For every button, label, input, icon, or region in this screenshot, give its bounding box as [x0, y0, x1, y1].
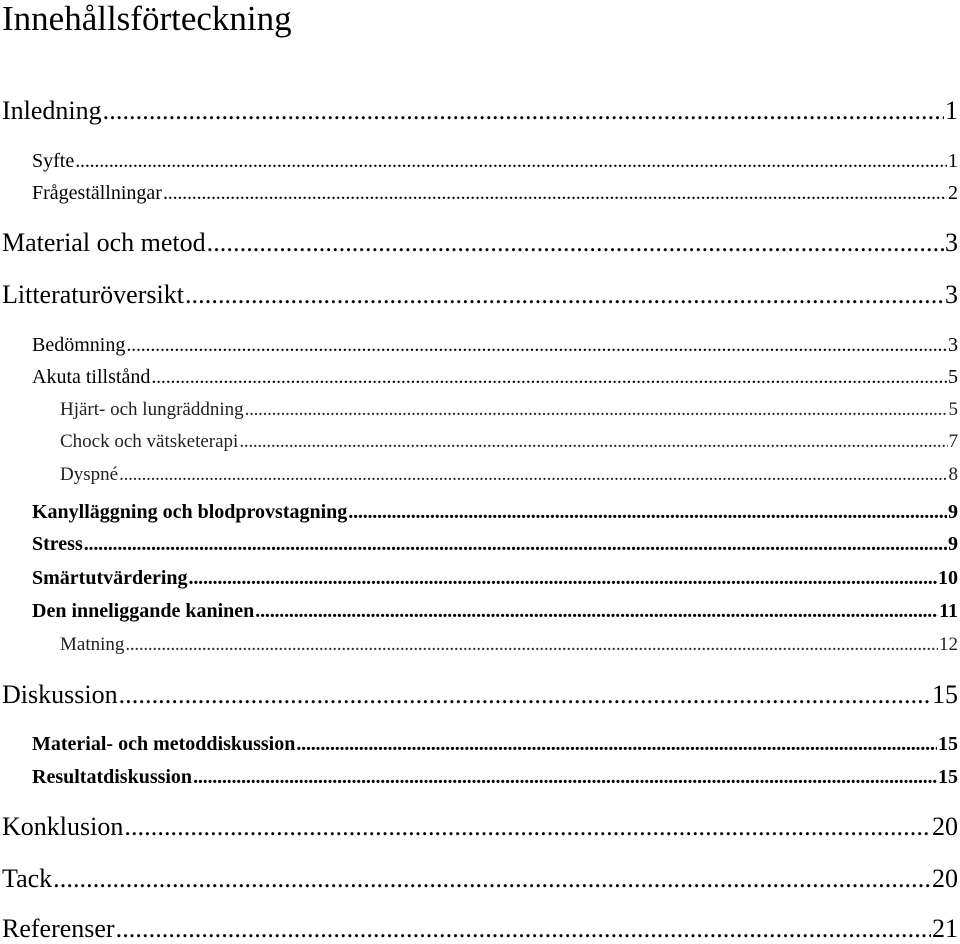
toc-entry-label: Bedömning — [32, 334, 126, 356]
toc-entry-label: Smärtutvärdering — [32, 567, 188, 589]
toc-entry-page: 20 — [932, 864, 958, 893]
toc-entry-page: 15 — [938, 733, 958, 755]
toc-entry-label: Material- och metoddiskussion — [32, 733, 296, 755]
toc-entry-page: 5 — [948, 399, 958, 420]
toc-entry-inledning[interactable] — [2, 96, 958, 126]
dot-leader — [296, 733, 937, 756]
dot-leader — [126, 334, 947, 357]
toc-entry-chock-och-vatsketerapi[interactable] — [60, 431, 958, 453]
toc-entry-page: 9 — [948, 501, 958, 523]
toc-entry-syfte[interactable] — [32, 150, 958, 173]
dot-leader — [163, 182, 947, 205]
toc-entry-page: 11 — [939, 600, 958, 622]
toc-entry-label: Kanylläggning och blodprovstagning — [32, 501, 348, 523]
toc-entry-litteraturoversikt[interactable] — [2, 280, 958, 310]
toc-entry-page: 15 — [932, 680, 958, 709]
toc-entry-diskussion[interactable] — [2, 680, 958, 710]
toc-entry-tack[interactable] — [2, 864, 958, 894]
toc-entry-label: Dyspné — [60, 464, 119, 485]
toc-entry-hjart-och-lungraddning[interactable] — [60, 399, 958, 421]
toc-title: Innehållsförteckning — [2, 0, 292, 38]
dot-leader — [151, 366, 947, 389]
toc-entry-page: 21 — [932, 914, 958, 943]
toc-entry-referenser[interactable] — [2, 914, 958, 944]
toc-entry-page: 7 — [948, 431, 958, 452]
toc-entry-label: Inledning — [2, 96, 102, 125]
dot-leader — [193, 766, 937, 789]
toc-entry-label: Diskussion — [2, 680, 118, 709]
toc-entry-label: Konklusion — [2, 812, 124, 841]
toc-entry-stress[interactable] — [32, 533, 958, 556]
dot-leader — [185, 280, 944, 310]
dot-leader — [84, 533, 947, 556]
toc-entry-page: 1 — [948, 150, 958, 172]
toc-entry-material-och-metod[interactable] — [2, 228, 958, 258]
toc-entry-resultatdiskussion[interactable] — [32, 766, 958, 789]
dot-leader — [119, 464, 947, 486]
toc-entry-konklusion[interactable] — [2, 812, 958, 842]
toc-entry-label: Den inneliggande kaninen — [32, 600, 255, 622]
toc-entry-bedomning[interactable] — [32, 334, 958, 357]
toc-entry-page: 3 — [948, 334, 958, 356]
toc-entry-label: Tack — [2, 864, 53, 893]
toc-entry-matning[interactable] — [60, 634, 958, 656]
toc-entry-label: Akuta tillstånd — [32, 366, 151, 388]
toc-entry-label: Stress — [32, 533, 83, 555]
toc-entry-page: 2 — [948, 182, 958, 204]
toc-entry-akuta-tillstand[interactable] — [32, 366, 958, 389]
dot-leader — [255, 600, 938, 623]
toc-entry-label: Matning — [60, 634, 125, 655]
dot-leader — [75, 150, 947, 173]
dot-leader — [103, 96, 944, 126]
toc-entry-page: 12 — [939, 634, 958, 655]
toc-entry-label: Material och metod — [2, 228, 206, 257]
toc-entry-label: Litteraturöversikt — [2, 280, 184, 309]
toc-entry-page: 3 — [945, 280, 958, 309]
toc-entry-label: Frågeställningar — [32, 182, 162, 204]
toc-entry-label: Resultatdiskussion — [32, 766, 193, 788]
toc-entry-page: 9 — [948, 533, 958, 555]
toc-entry-page: 15 — [938, 766, 958, 788]
toc-entry-den-inneliggande-kaninen[interactable] — [32, 600, 958, 623]
dot-leader — [53, 864, 931, 894]
toc-entry-label: Referenser — [2, 914, 115, 943]
dot-leader — [189, 567, 937, 590]
toc-entry-dyspne[interactable] — [60, 464, 958, 486]
dot-leader — [245, 399, 948, 421]
dot-leader — [207, 228, 944, 258]
toc-entry-label: Hjärt- och lungräddning — [60, 399, 244, 420]
toc-entry-page: 10 — [938, 567, 958, 589]
toc-entry-label: Syfte — [32, 150, 75, 172]
toc-entry-kanyllaggning[interactable] — [32, 501, 958, 524]
toc-entry-page: 5 — [948, 366, 958, 388]
toc-entry-smartutvardering[interactable] — [32, 567, 958, 590]
toc-entry-page: 8 — [948, 464, 958, 485]
toc-entry-material-och-metoddiskussion[interactable] — [32, 733, 958, 756]
dot-leader — [239, 431, 947, 453]
dot-leader — [125, 634, 938, 656]
toc-entry-page: 20 — [932, 812, 958, 841]
dot-leader — [116, 914, 931, 944]
dot-leader — [348, 501, 947, 524]
dot-leader — [124, 812, 931, 842]
toc-entry-page: 1 — [945, 96, 958, 125]
toc-entry-label: Chock och vätsketerapi — [60, 431, 239, 452]
toc-entry-fragestallningar[interactable] — [32, 182, 958, 205]
toc-entry-page: 3 — [945, 228, 958, 257]
dot-leader — [119, 680, 931, 710]
